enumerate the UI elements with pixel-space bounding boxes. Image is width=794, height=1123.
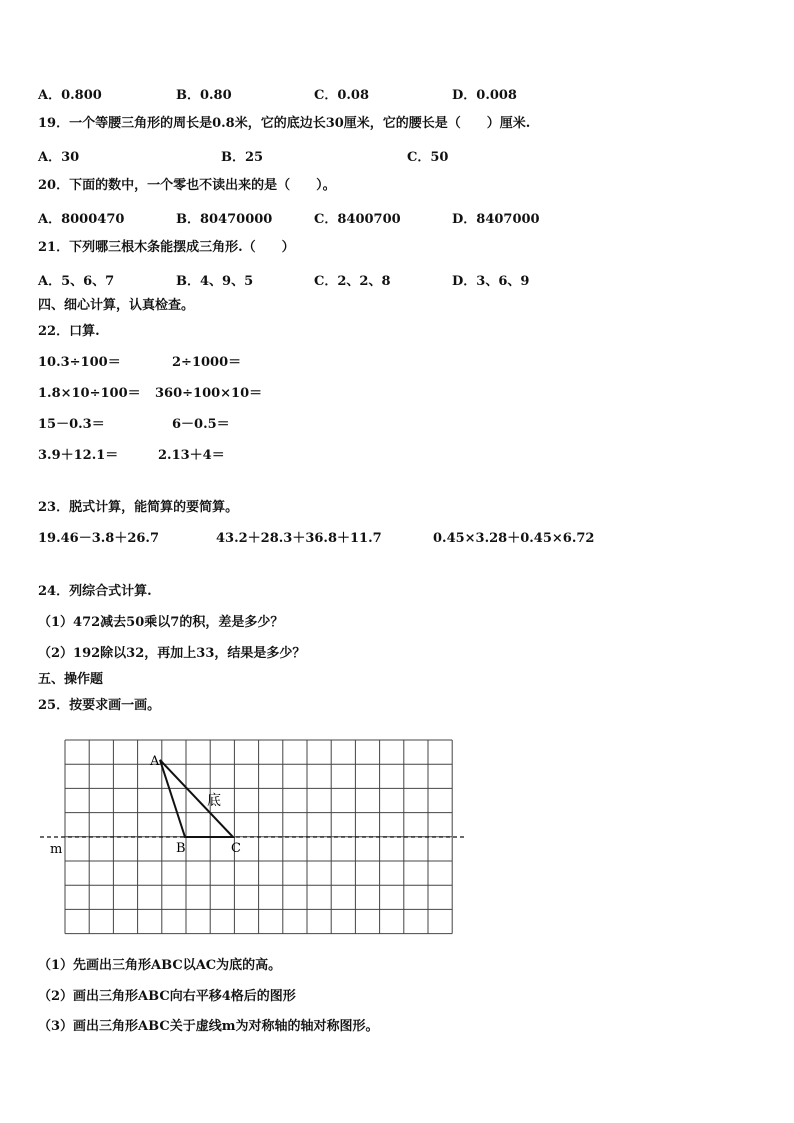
q21-stem: 21．下列哪三根木条能摆成三角形.（ ） <box>38 240 295 255</box>
q18-option-a: A．0.800 <box>38 88 102 103</box>
q24-item-1: （1）472减去50乘以7的积，差是多少？ <box>38 615 284 630</box>
q22-row3-right: 6－0.5＝ <box>172 417 230 432</box>
q19-option-a: A．30 <box>38 150 80 165</box>
vertex-c-label: C <box>231 841 241 856</box>
q20-option-c: C．8400700 <box>314 212 401 227</box>
q22-row3-left: 15－0.3＝ <box>38 417 105 432</box>
q19-option-b: B．25 <box>221 150 264 165</box>
q18-option-c: C．0.08 <box>314 88 370 103</box>
q22-stem: 22．口算. <box>38 324 100 339</box>
q23-item-2: 43.2＋28.3＋36.8＋11.7 <box>216 531 382 546</box>
q25-grid-figure <box>40 735 470 940</box>
q22-row4-left: 3.9＋12.1＝ <box>38 448 119 463</box>
q20-option-a: A．8000470 <box>38 212 125 227</box>
triangle-abc <box>160 760 233 837</box>
q23-item-1: 19.46－3.8＋26.7 <box>38 531 159 546</box>
q21-option-b: B．4、9、5 <box>176 274 254 289</box>
q21-option-d: D．3、6、9 <box>452 274 530 289</box>
q22-row1-right: 2÷1000＝ <box>172 355 242 370</box>
q20-stem: 20．下面的数中，一个零也不读出来的是（ ）。 <box>38 178 336 193</box>
q25-item-1: （1）先画出三角形ABC以AC为底的高。 <box>38 958 282 973</box>
q21-option-c: C．2、2、8 <box>314 274 391 289</box>
q20-option-b: B．80470000 <box>176 212 273 227</box>
q24-stem: 24．列综合式计算. <box>38 584 152 599</box>
q22-row4-right: 2.13＋4＝ <box>158 448 225 463</box>
q22-row2-right: 360÷100×10＝ <box>155 386 263 401</box>
q18-option-b: B．0.80 <box>176 88 232 103</box>
vertex-b-label: B <box>176 841 186 856</box>
q20-option-d: D．8407000 <box>452 212 540 227</box>
base-label: 底 <box>207 793 221 809</box>
q22-row2-left: 1.8×10÷100＝ <box>38 386 141 401</box>
section-4-heading: 四、细心计算，认真检查。 <box>38 298 195 313</box>
axis-m-label: m <box>50 842 63 857</box>
vertex-a-label: A <box>150 754 160 769</box>
q25-stem: 25．按要求画一画。 <box>38 698 161 713</box>
q22-row1-left: 10.3÷100＝ <box>38 355 121 370</box>
q23-stem: 23．脱式计算，能简算的要简算。 <box>38 500 239 515</box>
q19-option-c: C．50 <box>407 150 449 165</box>
q23-item-3: 0.45×3.28＋0.45×6.72 <box>433 531 595 546</box>
q18-option-d: D．0.008 <box>452 88 517 103</box>
section-5-heading: 五、操作题 <box>38 672 104 687</box>
q25-item-2: （2）画出三角形ABC向右平移4格后的图形 <box>38 989 296 1004</box>
q21-option-a: A．5、6、7 <box>38 274 115 289</box>
q25-item-3: （3）画出三角形ABC关于虚线m为对称轴的轴对称图形。 <box>38 1019 379 1034</box>
q24-item-2: （2）192除以32，再加上33，结果是多少？ <box>38 646 306 661</box>
q19-stem: 19．一个等腰三角形的周长是0.8米，它的底边长30厘米，它的腰长是（ ）厘米. <box>38 116 531 131</box>
